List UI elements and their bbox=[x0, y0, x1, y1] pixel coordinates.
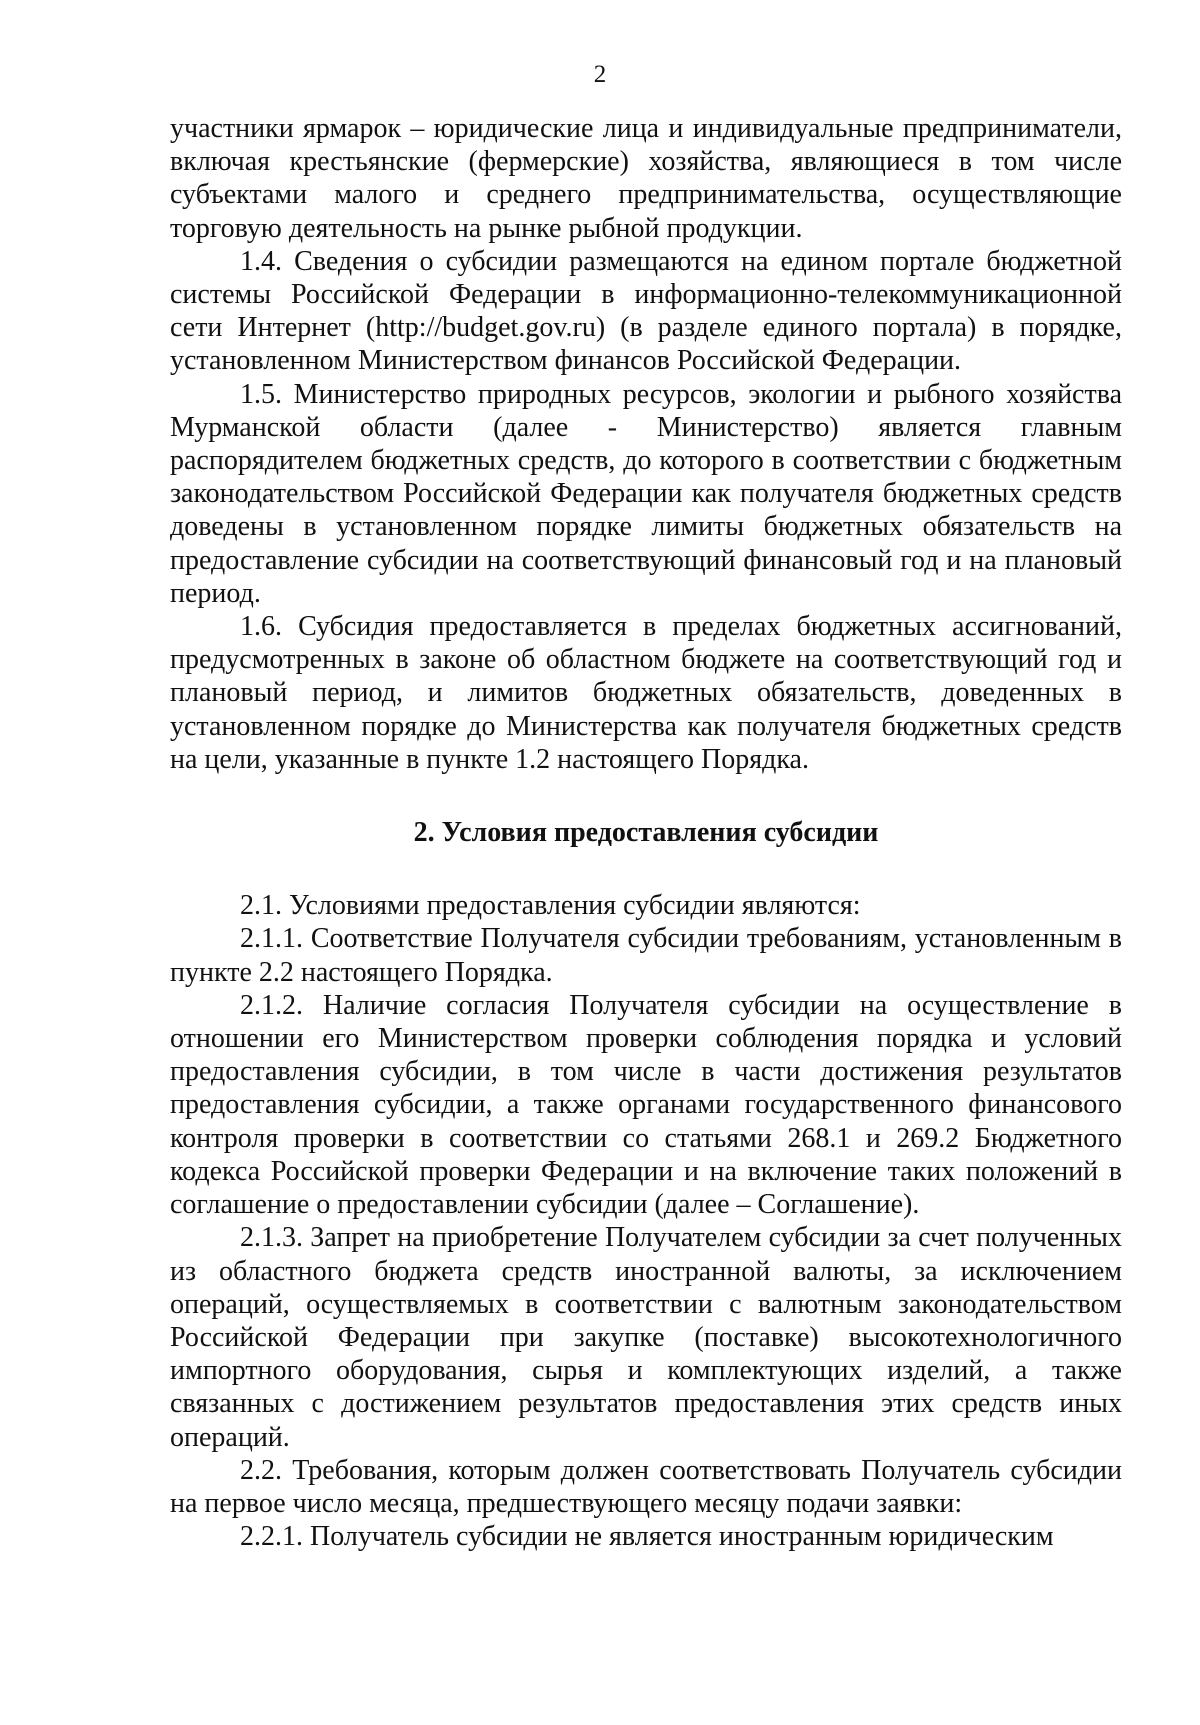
paragraph-2-1-1: 2.1.1. Соответствие Получателя субсидии требованиям, установленным в пункте 2.2 настоящего Порядка. bbox=[170, 923, 1122, 988]
paragraph-participants: участники ярмарок – юридические лица и индивидуальные предприниматели, включая крестьянские (фермерские) хозяйства, являющиеся в том числе субъектами малого и среднего предпринимательства, осуществляющие торговую деятельность на рынке рыбной продукции. bbox=[170, 113, 1122, 244]
paragraph-2-2-1: 2.2.1. Получатель субсидии не является иностранным юридическим bbox=[240, 1521, 1054, 1553]
paragraph-2-1-2: 2.1.2. Наличие согласия Получателя субсидии на осуществление в отношении его Министерством проверки соблюдения порядка и условий предоставления субсидии, в том числе в части достижения результатов предоставления субсидии, а также органами государственного финансового контроля проверки в соответствии со статьями 268.1 и 269.2 Бюджетного кодекса Российской проверки Федерации и на включение таких положений в соглашение о предоставлении субсидии (далее – Соглашение). bbox=[170, 989, 1122, 1221]
page-number: 2 bbox=[593, 61, 607, 88]
document-body bbox=[170, 112, 1122, 1553]
paragraph-1-4: 1.4. Сведения о субсидии размещаются на едином портале бюджетной системы Российской Федерации в информационно-телекоммуникационной сети Интернет (http://budget.gov.ru) (в разделе единого портала) в порядке, установленном Министерством финансов Российской Федерации. bbox=[170, 245, 1122, 377]
paragraph-2-1: 2.1. Условиями предоставления субсидии являются: bbox=[240, 890, 861, 922]
paragraph-1-6: 1.6. Субсидия предоставляется в пределах бюджетных ассигнований, предусмотренных в законе об областном бюджете на соответствующий год и плановый период, и лимитов бюджетных обязательств, доведенных в установленном порядке до Министерства как получателя бюджетных средств на цели, указанные в пункте 1.2 настоящего Порядка. bbox=[170, 611, 1122, 775]
section-heading: 2. Условия предоставления субсидии bbox=[413, 817, 879, 849]
paragraph-2-1-3: 2.1.3. Запрет на приобретение Получателем субсидии за счет полученных из областного бюджета средств иностранной валюты, за исключением операций, осуществляемых в соответствии с валютным законодательством Российской Федерации при закупке (поставке) высокотехнологичного импортного оборудования, сырья и комплектующих изделий, а также связанных с достижением результатов предоставления этих средств иных операций. bbox=[170, 1222, 1122, 1453]
paragraph-2-2: 2.2. Требования, которым должен соответствовать Получатель субсидии на первое число месяца, предшествующего месяцу подачи заявки: bbox=[170, 1454, 1122, 1519]
paragraph-1-5: 1.5. Министерство природных ресурсов, экологии и рыбного хозяйства Мурманской области (далее - Министерство) является главным распорядителем бюджетных средств, до которого в соответствии с бюджетным законодательством Российской Федерации как получателя бюджетных средств доведены в установленном порядке лимиты бюджетных обязательств на предоставление субсидии на соответствующий финансовый год и на плановый период. bbox=[170, 378, 1122, 609]
